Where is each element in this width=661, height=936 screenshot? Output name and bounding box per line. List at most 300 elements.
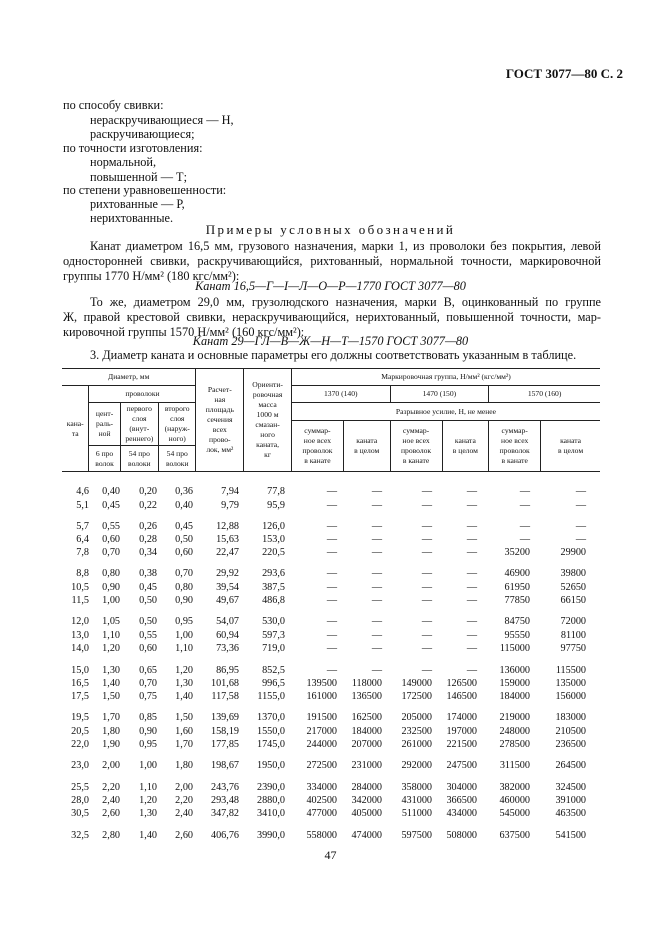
cell-second-layer-wire: 1,50 bbox=[175, 712, 193, 723]
cell-sum-1470: — bbox=[421, 486, 432, 497]
cell-area: 15,63 bbox=[216, 534, 239, 545]
cell-central-wire: 1,80 bbox=[102, 726, 120, 737]
cell-sum-1370: 402500 bbox=[306, 795, 337, 806]
cell-whole-1570: 97750 bbox=[560, 643, 586, 654]
table-row bbox=[62, 665, 600, 677]
table-row bbox=[62, 521, 600, 533]
cell-second-layer-wire: 1,60 bbox=[175, 726, 193, 737]
cell-mass: 996,5 bbox=[262, 678, 285, 689]
cell-area: 60,94 bbox=[216, 630, 239, 641]
th-sum-text: суммар- ное всех проволок в канате bbox=[400, 426, 432, 465]
th-rope-text: кана- та bbox=[66, 418, 84, 438]
cell-sum-1370: 272500 bbox=[306, 760, 337, 771]
cell-central-wire: 0,55 bbox=[102, 521, 120, 532]
cell-whole-1470: — bbox=[466, 486, 477, 497]
table-row bbox=[62, 691, 600, 703]
cell-mass: 1370,0 bbox=[256, 712, 285, 723]
cell-rope-diameter: 11,5 bbox=[71, 595, 89, 606]
cell-rope-diameter: 6,4 bbox=[76, 534, 89, 545]
th-group-1570: 1570 (160) bbox=[489, 386, 600, 403]
cell-whole-1470: 304000 bbox=[446, 782, 477, 793]
cell-second-layer-wire: 2,60 bbox=[175, 830, 193, 841]
cell-rope-diameter: 15,0 bbox=[71, 665, 89, 676]
cell-area: 139,69 bbox=[210, 712, 239, 723]
cell-sum-1370: — bbox=[326, 500, 337, 511]
cell-whole-1470: — bbox=[466, 521, 477, 532]
cell-sum-1570: 61950 bbox=[504, 582, 530, 593]
cell-sum-1370: 334000 bbox=[306, 782, 337, 793]
cell-rope-diameter: 8,8 bbox=[76, 568, 89, 579]
cell-central-wire: 1,70 bbox=[102, 712, 120, 723]
cell-sum-1570: 115000 bbox=[499, 643, 530, 654]
cell-sum-1570: — bbox=[519, 534, 530, 545]
cell-second-layer-wire: 2,40 bbox=[175, 808, 193, 819]
cell-first-layer-wire: 1,00 bbox=[139, 760, 157, 771]
cell-sum-1470: 149000 bbox=[401, 678, 432, 689]
cell-sum-1570: — bbox=[519, 500, 530, 511]
cell-central-wire: 1,40 bbox=[102, 678, 120, 689]
cell-mass: 293,6 bbox=[262, 568, 285, 579]
cell-central-wire: 0,90 bbox=[102, 582, 120, 593]
cell-first-layer-wire: 0,22 bbox=[139, 500, 157, 511]
cell-whole-1470: — bbox=[466, 582, 477, 593]
cell-area: 117,58 bbox=[211, 691, 239, 702]
table-row bbox=[62, 630, 600, 642]
cell-second-layer-wire: 0,60 bbox=[175, 547, 193, 558]
cell-area: 293,48 bbox=[210, 795, 239, 806]
cell-mass: 220,5 bbox=[262, 547, 285, 558]
cell-sum-1370: 139500 bbox=[306, 678, 337, 689]
cell-whole-1370: — bbox=[371, 486, 382, 497]
table-row bbox=[62, 678, 600, 690]
cell-whole-1570: 236500 bbox=[555, 739, 586, 750]
table-row bbox=[62, 830, 600, 842]
cell-central-wire: 1,90 bbox=[102, 739, 120, 750]
example1-line: Канат диаметром 16,5 мм, грузового назначения, марки 1, из проволоки без покрытия, левой bbox=[90, 239, 601, 253]
cell-mass: 153,0 bbox=[262, 534, 285, 545]
cell-first-layer-wire: 0,55 bbox=[139, 630, 157, 641]
cell-sum-1470: 511000 bbox=[401, 808, 432, 819]
example1-paragraph bbox=[63, 239, 601, 284]
th-whole-text: каната в целом bbox=[557, 436, 584, 455]
cell-sum-1570: 382000 bbox=[499, 782, 530, 793]
cell-sum-1470: — bbox=[421, 643, 432, 654]
cell-second-layer-wire: 0,80 bbox=[175, 582, 193, 593]
classification-item: рихтованные — Р, bbox=[90, 197, 185, 211]
cell-whole-1470: 508000 bbox=[446, 830, 477, 841]
cell-whole-1570: 183000 bbox=[555, 712, 586, 723]
cell-sum-1570: 219000 bbox=[499, 712, 530, 723]
cell-sum-1370: — bbox=[326, 486, 337, 497]
cell-whole-1370: — bbox=[371, 595, 382, 606]
th-whole-1370 bbox=[343, 421, 390, 472]
cell-sum-1570: 77850 bbox=[504, 595, 530, 606]
cell-first-layer-wire: 1,20 bbox=[139, 795, 157, 806]
classification-item: нерихтованные. bbox=[90, 211, 174, 225]
table-row bbox=[62, 616, 600, 628]
cell-mass: 2390,0 bbox=[256, 782, 285, 793]
clause-3: 3. Диаметр каната и основные параметры его должны соответствовать указанным в таблице. bbox=[90, 348, 577, 362]
cell-whole-1570: 72000 bbox=[560, 616, 586, 627]
cell-central-wire: 2,60 bbox=[102, 808, 120, 819]
cell-sum-1470: 232500 bbox=[401, 726, 432, 737]
cell-central-wire: 1,30 bbox=[102, 665, 120, 676]
cell-rope-diameter: 25,5 bbox=[71, 782, 89, 793]
cell-first-layer-wire: 0,20 bbox=[139, 486, 157, 497]
page-header: ГОСТ 3077—80 С. 2 bbox=[505, 66, 623, 81]
cell-whole-1570: 541500 bbox=[555, 830, 586, 841]
table-row bbox=[62, 726, 600, 738]
th-first-layer-text: первого слоя (внут- реннего) bbox=[125, 404, 154, 443]
table-row bbox=[62, 568, 600, 580]
cell-area: 7,94 bbox=[221, 486, 239, 497]
cell-whole-1370: — bbox=[371, 534, 382, 545]
cell-rope-diameter: 22,0 bbox=[71, 739, 89, 750]
table-row bbox=[62, 712, 600, 724]
cell-second-layer-wire: 1,70 bbox=[175, 739, 193, 750]
cell-central-wire: 0,45 bbox=[102, 500, 120, 511]
th-count-text: 54 про волоки bbox=[128, 448, 151, 468]
cell-whole-1370: — bbox=[371, 582, 382, 593]
cell-sum-1570: 46900 bbox=[504, 568, 530, 579]
th-sum-1370 bbox=[291, 421, 343, 472]
cell-sum-1570: 637500 bbox=[499, 830, 530, 841]
cell-second-layer-wire: 0,95 bbox=[175, 616, 193, 627]
th-central-text: цент- раль- ной bbox=[95, 409, 114, 438]
cell-whole-1570: 463500 bbox=[555, 808, 586, 819]
cell-central-wire: 0,80 bbox=[102, 568, 120, 579]
table-row bbox=[62, 782, 600, 794]
cell-whole-1370: 231000 bbox=[351, 760, 382, 771]
example2-line: То же, диаметром 29,0 мм, грузолюдского назначения, марки В, оцинкованный по группе bbox=[90, 295, 601, 309]
cell-whole-1570: 324500 bbox=[555, 782, 586, 793]
cell-sum-1470: 431000 bbox=[401, 795, 432, 806]
cell-first-layer-wire: 0,95 bbox=[139, 739, 157, 750]
cell-sum-1370: 191500 bbox=[306, 712, 337, 723]
page-number: 47 bbox=[324, 848, 337, 862]
cell-whole-1570: 135000 bbox=[555, 678, 586, 689]
classification-item: раскручивающиеся; bbox=[90, 127, 195, 141]
cell-rope-diameter: 17,5 bbox=[71, 691, 89, 702]
cell-whole-1370: 284000 bbox=[351, 782, 382, 793]
th-mass bbox=[244, 369, 292, 472]
cell-whole-1570: 115500 bbox=[555, 665, 586, 676]
cell-sum-1570: 35200 bbox=[504, 547, 530, 558]
cell-mass: 2880,0 bbox=[256, 795, 285, 806]
th-wires: проволоки bbox=[89, 386, 196, 403]
cell-sum-1570: 248000 bbox=[499, 726, 530, 737]
cell-rope-diameter: 23,0 bbox=[71, 760, 89, 771]
cell-mass: 3410,0 bbox=[256, 808, 285, 819]
cell-sum-1370: 161000 bbox=[306, 691, 337, 702]
cell-whole-1470: — bbox=[466, 665, 477, 676]
cell-whole-1470: — bbox=[466, 568, 477, 579]
cell-second-layer-wire: 1,00 bbox=[175, 630, 193, 641]
cell-central-wire: 0,60 bbox=[102, 534, 120, 545]
cell-sum-1370: 217000 bbox=[306, 726, 337, 737]
th-area bbox=[196, 369, 244, 472]
cell-second-layer-wire: 1,30 bbox=[175, 678, 193, 689]
cell-sum-1470: 597500 bbox=[401, 830, 432, 841]
table-row bbox=[62, 760, 600, 772]
cell-whole-1470: — bbox=[466, 500, 477, 511]
cell-first-layer-wire: 0,50 bbox=[139, 616, 157, 627]
cell-mass: 1745,0 bbox=[256, 739, 285, 750]
cell-sum-1570: 84750 bbox=[504, 616, 530, 627]
cell-whole-1570: 29900 bbox=[560, 547, 586, 558]
cell-whole-1470: — bbox=[466, 616, 477, 627]
cell-whole-1370: — bbox=[371, 616, 382, 627]
cell-central-wire: 2,40 bbox=[102, 795, 120, 806]
cell-area: 9,79 bbox=[221, 500, 239, 511]
cell-mass: 387,5 bbox=[262, 582, 285, 593]
cell-mass: 77,8 bbox=[267, 486, 285, 497]
table-row bbox=[62, 534, 600, 546]
th-count-first bbox=[120, 446, 158, 472]
cell-first-layer-wire: 0,85 bbox=[139, 712, 157, 723]
th-diameter: Диаметр, мм bbox=[62, 369, 196, 386]
cell-sum-1470: — bbox=[421, 630, 432, 641]
th-sum-1570 bbox=[489, 421, 541, 472]
cell-rope-diameter: 5,1 bbox=[76, 500, 89, 511]
cell-whole-1370: 342000 bbox=[351, 795, 382, 806]
cell-sum-1470: 205000 bbox=[401, 712, 432, 723]
cell-second-layer-wire: 2,00 bbox=[175, 782, 193, 793]
cell-sum-1370: — bbox=[326, 534, 337, 545]
cell-whole-1470: 126500 bbox=[446, 678, 477, 689]
cell-central-wire: 2,80 bbox=[102, 830, 120, 841]
cell-central-wire: 1,20 bbox=[102, 643, 120, 654]
cell-second-layer-wire: 0,90 bbox=[175, 595, 193, 606]
cell-whole-1370: — bbox=[371, 547, 382, 558]
cell-rope-diameter: 16,5 bbox=[71, 678, 89, 689]
cell-whole-1370: 207000 bbox=[351, 739, 382, 750]
cell-second-layer-wire: 1,20 bbox=[175, 665, 193, 676]
th-area-text: Расчет- ная площадь сечения всех прово- лок, мм² bbox=[205, 385, 234, 454]
cell-central-wire: 1,50 bbox=[102, 691, 120, 702]
th-sum-text: суммар- ное всех проволок в канате bbox=[302, 426, 333, 465]
cell-area: 49,67 bbox=[216, 595, 239, 606]
cell-area: 243,76 bbox=[210, 782, 239, 793]
cell-mass: 126,0 bbox=[262, 521, 285, 532]
cell-whole-1370: — bbox=[371, 568, 382, 579]
cell-rope-diameter: 12,0 bbox=[71, 616, 89, 627]
th-force: Разрывное усилие, Н, не менее bbox=[291, 403, 600, 421]
cell-first-layer-wire: 1,30 bbox=[139, 808, 157, 819]
cell-rope-diameter: 32,5 bbox=[71, 830, 89, 841]
cell-area: 158,19 bbox=[210, 726, 239, 737]
cell-area: 86,95 bbox=[216, 665, 239, 676]
cell-sum-1570: 136000 bbox=[499, 665, 530, 676]
cell-sum-1470: — bbox=[421, 500, 432, 511]
cell-whole-1470: — bbox=[466, 630, 477, 641]
th-count-text: 6 про волок bbox=[95, 448, 114, 468]
section-title: Примеры условных обозначений bbox=[205, 222, 456, 237]
cell-whole-1570: 39800 bbox=[560, 568, 586, 579]
cell-whole-1570: — bbox=[575, 500, 586, 511]
cell-rope-diameter: 7,8 bbox=[76, 547, 89, 558]
table-row bbox=[62, 547, 600, 559]
cell-central-wire: 1,00 bbox=[102, 595, 120, 606]
cell-first-layer-wire: 0,38 bbox=[139, 568, 157, 579]
cell-whole-1370: 405000 bbox=[351, 808, 382, 819]
cell-whole-1370: — bbox=[371, 643, 382, 654]
cell-whole-1570: 210500 bbox=[555, 726, 586, 737]
classification-item: по точности изготовления: bbox=[63, 141, 203, 155]
cell-sum-1470: — bbox=[421, 582, 432, 593]
cell-sum-1470: 358000 bbox=[401, 782, 432, 793]
cell-sum-1570: 311500 bbox=[499, 760, 530, 771]
example1-line: односторонней свивки, раскручивающийся, рихтованный, нормальной точности, маркировочной bbox=[63, 254, 601, 268]
cell-sum-1370: — bbox=[326, 643, 337, 654]
cell-rope-diameter: 14,0 bbox=[71, 643, 89, 654]
table-row bbox=[62, 595, 600, 607]
cell-sum-1470: 292000 bbox=[401, 760, 432, 771]
example1-designation: Канат 16,5—Г—I—Л—О—Р—1770 ГОСТ 3077—80 bbox=[195, 279, 466, 293]
cell-second-layer-wire: 0,50 bbox=[175, 534, 193, 545]
cell-sum-1370: 244000 bbox=[306, 739, 337, 750]
cell-sum-1470: — bbox=[421, 521, 432, 532]
th-rope bbox=[62, 386, 89, 472]
cell-whole-1570: — bbox=[575, 521, 586, 532]
th-second-layer bbox=[159, 403, 196, 446]
classification-item: нераскручивающиеся — Н, bbox=[90, 113, 234, 127]
cell-mass: 1155,0 bbox=[257, 691, 285, 702]
cell-mass: 1550,0 bbox=[256, 726, 285, 737]
cell-first-layer-wire: 0,90 bbox=[139, 726, 157, 737]
th-count-text: 54 про волоки bbox=[165, 448, 189, 468]
th-group-1370: 1370 (140) bbox=[291, 386, 390, 403]
cell-sum-1370: — bbox=[326, 665, 337, 676]
cell-sum-1570: 545000 bbox=[499, 808, 530, 819]
cell-central-wire: 2,20 bbox=[102, 782, 120, 793]
cell-whole-1470: — bbox=[466, 547, 477, 558]
cell-area: 29,92 bbox=[216, 568, 239, 579]
cell-sum-1570: — bbox=[519, 521, 530, 532]
example2-designation: Канат 29—ГЛ—В—Ж—Н—Т—1570 ГОСТ 3077—80 bbox=[192, 334, 469, 348]
th-count-second bbox=[159, 446, 196, 472]
cell-second-layer-wire: 0,36 bbox=[175, 486, 193, 497]
cell-whole-1470: 174000 bbox=[446, 712, 477, 723]
cell-whole-1370: — bbox=[371, 500, 382, 511]
cell-area: 406,76 bbox=[210, 830, 239, 841]
cell-rope-diameter: 30,5 bbox=[71, 808, 89, 819]
th-group-1470: 1470 (150) bbox=[390, 386, 489, 403]
cell-second-layer-wire: 0,40 bbox=[175, 500, 193, 511]
cell-central-wire: 1,05 bbox=[102, 616, 120, 627]
cell-sum-1370: — bbox=[326, 521, 337, 532]
cell-whole-1370: — bbox=[371, 665, 382, 676]
cell-second-layer-wire: 1,80 bbox=[175, 760, 193, 771]
th-whole-text: каната в целом bbox=[452, 436, 478, 455]
cell-sum-1570: 95550 bbox=[504, 630, 530, 641]
cell-whole-1470: 221500 bbox=[446, 739, 477, 750]
cell-whole-1570: — bbox=[575, 534, 586, 545]
cell-whole-1570: 81100 bbox=[560, 630, 586, 641]
cell-second-layer-wire: 1,40 bbox=[175, 691, 193, 702]
cell-first-layer-wire: 0,65 bbox=[139, 665, 157, 676]
example2-line: Ж, правой крестовой свивки, нераскручивающийся, нерихтованный, повышенной точности, мар- bbox=[63, 310, 601, 324]
cell-first-layer-wire: 0,60 bbox=[139, 643, 157, 654]
cell-whole-1370: 184000 bbox=[351, 726, 382, 737]
cell-central-wire: 0,70 bbox=[102, 547, 120, 558]
cell-mass: 3990,0 bbox=[256, 830, 285, 841]
cell-area: 101,68 bbox=[210, 678, 239, 689]
cell-first-layer-wire: 1,10 bbox=[139, 782, 157, 793]
cell-whole-1470: 366500 bbox=[446, 795, 477, 806]
cell-mass: 1950,0 bbox=[256, 760, 285, 771]
cell-second-layer-wire: 1,10 bbox=[175, 643, 193, 654]
th-count-central bbox=[89, 446, 120, 472]
cell-mass: 597,3 bbox=[262, 630, 285, 641]
cell-whole-1370: — bbox=[371, 630, 382, 641]
cell-sum-1470: — bbox=[421, 568, 432, 579]
cell-central-wire: 0,40 bbox=[102, 486, 120, 497]
cell-mass: 719,0 bbox=[262, 643, 285, 654]
th-whole-text: каната в целом bbox=[354, 436, 380, 455]
cell-sum-1470: — bbox=[421, 665, 432, 676]
parameters-table-header bbox=[62, 368, 600, 472]
cell-sum-1470: 261000 bbox=[401, 739, 432, 750]
cell-rope-diameter: 10,5 bbox=[71, 582, 89, 593]
cell-whole-1370: 162500 bbox=[351, 712, 382, 723]
cell-area: 22,47 bbox=[216, 547, 239, 558]
cell-sum-1570: 460000 bbox=[499, 795, 530, 806]
cell-sum-1470: — bbox=[421, 616, 432, 627]
classification-item: нормальной, bbox=[90, 155, 157, 169]
cell-second-layer-wire: 2,20 bbox=[175, 795, 193, 806]
cell-first-layer-wire: 0,50 bbox=[139, 595, 157, 606]
cell-mass: 852,5 bbox=[262, 665, 285, 676]
cell-second-layer-wire: 0,45 bbox=[175, 521, 193, 532]
cell-sum-1470: — bbox=[421, 534, 432, 545]
cell-whole-1570: — bbox=[575, 486, 586, 497]
cell-rope-diameter: 5,7 bbox=[76, 521, 89, 532]
cell-area: 12,88 bbox=[216, 521, 239, 532]
cell-central-wire: 2,00 bbox=[102, 760, 120, 771]
cell-area: 347,82 bbox=[210, 808, 239, 819]
th-sum-1470 bbox=[390, 421, 442, 472]
cell-rope-diameter: 4,6 bbox=[76, 486, 89, 497]
th-whole-1470 bbox=[442, 421, 489, 472]
cell-mass: 530,0 bbox=[262, 616, 285, 627]
cell-whole-1470: — bbox=[466, 534, 477, 545]
cell-sum-1570: 159000 bbox=[499, 678, 530, 689]
cell-whole-1570: 66150 bbox=[560, 595, 586, 606]
cell-sum-1370: — bbox=[326, 582, 337, 593]
cell-sum-1470: — bbox=[421, 595, 432, 606]
cell-whole-1370: — bbox=[371, 521, 382, 532]
cell-sum-1370: 477000 bbox=[306, 808, 337, 819]
cell-sum-1370: — bbox=[326, 630, 337, 641]
cell-sum-1570: 278500 bbox=[499, 739, 530, 750]
cell-whole-1570: 156000 bbox=[555, 691, 586, 702]
cell-sum-1370: — bbox=[326, 595, 337, 606]
th-first-layer bbox=[120, 403, 158, 446]
cell-sum-1370: — bbox=[326, 616, 337, 627]
cell-whole-1370: 474000 bbox=[351, 830, 382, 841]
cell-rope-diameter: 28,0 bbox=[71, 795, 89, 806]
cell-whole-1470: 197000 bbox=[446, 726, 477, 737]
table-row bbox=[62, 486, 600, 498]
cell-rope-diameter: 13,0 bbox=[71, 630, 89, 641]
cell-rope-diameter: 20,5 bbox=[71, 726, 89, 737]
cell-sum-1570: 184000 bbox=[499, 691, 530, 702]
cell-first-layer-wire: 0,70 bbox=[139, 678, 157, 689]
example1-line: группы 1770 Н/мм² (180 кгс/мм²): bbox=[63, 269, 240, 283]
cell-first-layer-wire: 0,45 bbox=[139, 582, 157, 593]
cell-sum-1470: — bbox=[421, 547, 432, 558]
